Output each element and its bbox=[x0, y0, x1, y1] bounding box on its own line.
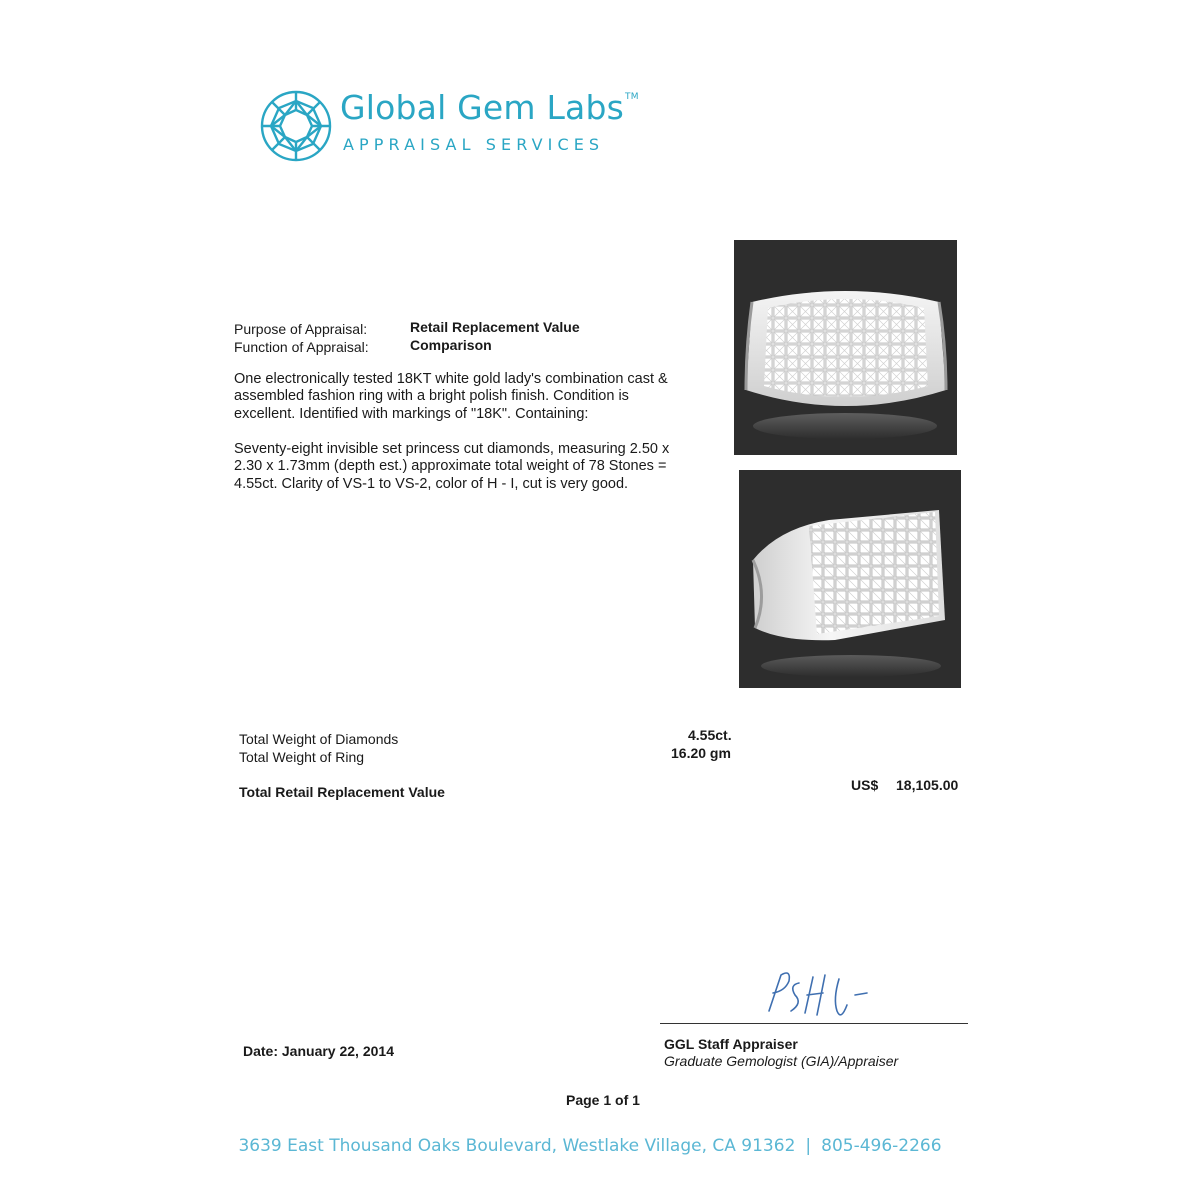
retail-value: 18,105.00 bbox=[896, 777, 959, 793]
ring-weight-value: 16.20 gm bbox=[671, 745, 731, 761]
item-description: One electronically tested 18KT white gold lady's combination cast & assembled fashion ring with a bright polish finish. Condition is excellent. Identified with markings of "18K". Containing: bbox=[234, 371, 668, 422]
footer-contact bbox=[0, 1136, 1180, 1156]
ring-side-photo bbox=[739, 470, 961, 688]
page-number: Page 1 of 1 bbox=[566, 1092, 640, 1108]
footer-separator: | bbox=[805, 1136, 812, 1156]
currency-label: US$ bbox=[851, 777, 879, 793]
footer-address: 3639 East Thousand Oaks Boulevard, Westlake Village, CA 91362 bbox=[238, 1136, 796, 1156]
brand-name: Global Gem Labs™ bbox=[340, 88, 639, 127]
signature-line bbox=[660, 1023, 968, 1024]
retail-value-label: Total Retail Replacement Value bbox=[239, 784, 445, 800]
footer-phone: 805-496-2266 bbox=[821, 1136, 942, 1156]
signature-handwritten bbox=[755, 965, 885, 1032]
diamond-weight-value: 4.55ct. bbox=[688, 727, 732, 743]
function-value: Comparison bbox=[410, 337, 492, 353]
ring-weight-label: Total Weight of Ring bbox=[239, 749, 365, 765]
purpose-label: Purpose of Appraisal: bbox=[234, 321, 368, 337]
appraiser-title: GGL Staff Appraiser bbox=[664, 1036, 798, 1052]
function-label: Function of Appraisal: bbox=[234, 339, 369, 355]
brand-subtitle: APPRAISAL SERVICES bbox=[343, 135, 605, 154]
diamond-weight-label: Total Weight of Diamonds bbox=[239, 731, 399, 747]
trademark: TM bbox=[625, 92, 639, 102]
logo-diamond-icon bbox=[258, 88, 334, 164]
appraisal-date: Date: January 22, 2014 bbox=[243, 1043, 394, 1059]
ring-front-photo bbox=[734, 240, 957, 455]
stones-description: Seventy-eight invisible set princess cut diamonds, measuring 2.50 x 2.30 x 1.73mm (depth est.) approximate total weight of 78 Stones = 4.55ct. Clarity of VS-1 to VS-2, color of H - I, cut is very good. bbox=[234, 441, 670, 492]
purpose-value: Retail Replacement Value bbox=[410, 319, 580, 335]
appraiser-role: Graduate Gemologist (GIA)/Appraiser bbox=[664, 1053, 899, 1069]
